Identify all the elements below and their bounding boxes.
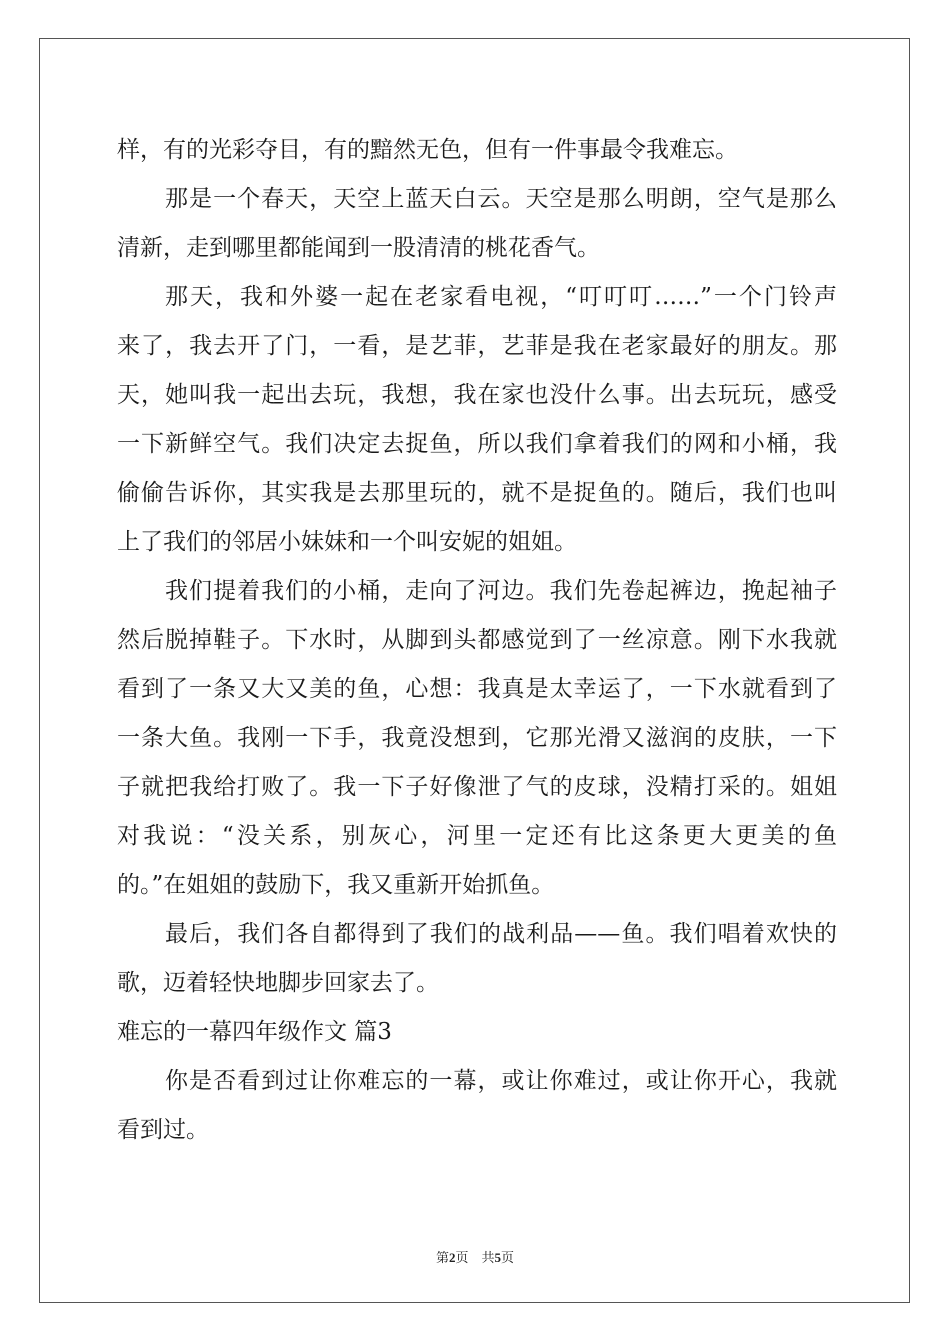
text-line: 一下新鲜空气。我们决定去捉鱼，所以我们拿着我们的网和小桶，我 xyxy=(117,431,837,457)
text-line: 上了我们的邻居小妹妹和一个叫安妮的姐姐。 xyxy=(117,529,577,555)
text-line: 我们提着我们的小桶，走向了河边。我们先卷起裤边，挽起袖子 xyxy=(165,578,837,604)
text-line: 歌，迈着轻快地脚步回家去了。 xyxy=(117,970,439,996)
text-line: 偷偷告诉你，其实我是去那里玩的，就不是捉鱼的。随后，我们也叫 xyxy=(117,480,837,506)
footer-middle: 页 共 xyxy=(455,1251,495,1266)
text-line: 样，有的光彩夺目，有的黯然无色，但有一件事最令我难忘。 xyxy=(117,137,738,163)
section-heading: 难忘的一幕四年级作文 篇3 xyxy=(117,1019,392,1045)
text-line: 天，她叫我一起出去玩，我想，我在家也没什么事。出去玩玩，感受 xyxy=(117,382,837,408)
footer-page-total: 5 xyxy=(494,1250,501,1265)
text-line: 然后脱掉鞋子。下水时，从脚到头都感觉到了一丝凉意。刚下水我就 xyxy=(117,627,837,653)
text-line: 的。”在姐姐的鼓励下，我又重新开始抓鱼。 xyxy=(117,872,555,898)
text-line: 你是否看到过让你难忘的一幕，或让你难过，或让你开心，我就 xyxy=(165,1068,837,1094)
text-line: 对我说：“没关系，别灰心，河里一定还有比这条更大更美的鱼 xyxy=(117,823,837,849)
text-line: 看到了一条又大又美的鱼，心想：我真是太幸运了，一下水就看到了 xyxy=(117,676,837,702)
text-line: 子就把我给打败了。我一下子好像泄了气的皮球，没精打采的。姐姐 xyxy=(117,774,837,800)
page-border xyxy=(39,38,910,1303)
text-line: 最后，我们各自都得到了我们的战利品——鱼。我们唱着欢快的 xyxy=(165,921,837,947)
text-line: 清新，走到哪里都能闻到一股清清的桃花香气。 xyxy=(117,235,600,261)
footer-prefix: 第 xyxy=(435,1251,449,1266)
text-line: 来了，我去开了门，一看，是艺菲，艺菲是我在老家最好的朋友。那 xyxy=(117,333,837,359)
footer-suffix: 页 xyxy=(501,1251,515,1266)
page-footer xyxy=(0,1247,950,1266)
text-line: 看到过。 xyxy=(117,1117,209,1143)
text-line: 那天，我和外婆一起在老家看电视，“叮叮叮……”一个门铃声 xyxy=(165,284,837,310)
footer-page-number: 2 xyxy=(448,1250,456,1265)
text-line: 那是一个春天，天空上蓝天白云。天空是那么明朗，空气是那么 xyxy=(165,186,837,212)
text-line: 一条大鱼。我刚一下手，我竟没想到，它那光滑又滋润的皮肤，一下 xyxy=(117,725,837,751)
